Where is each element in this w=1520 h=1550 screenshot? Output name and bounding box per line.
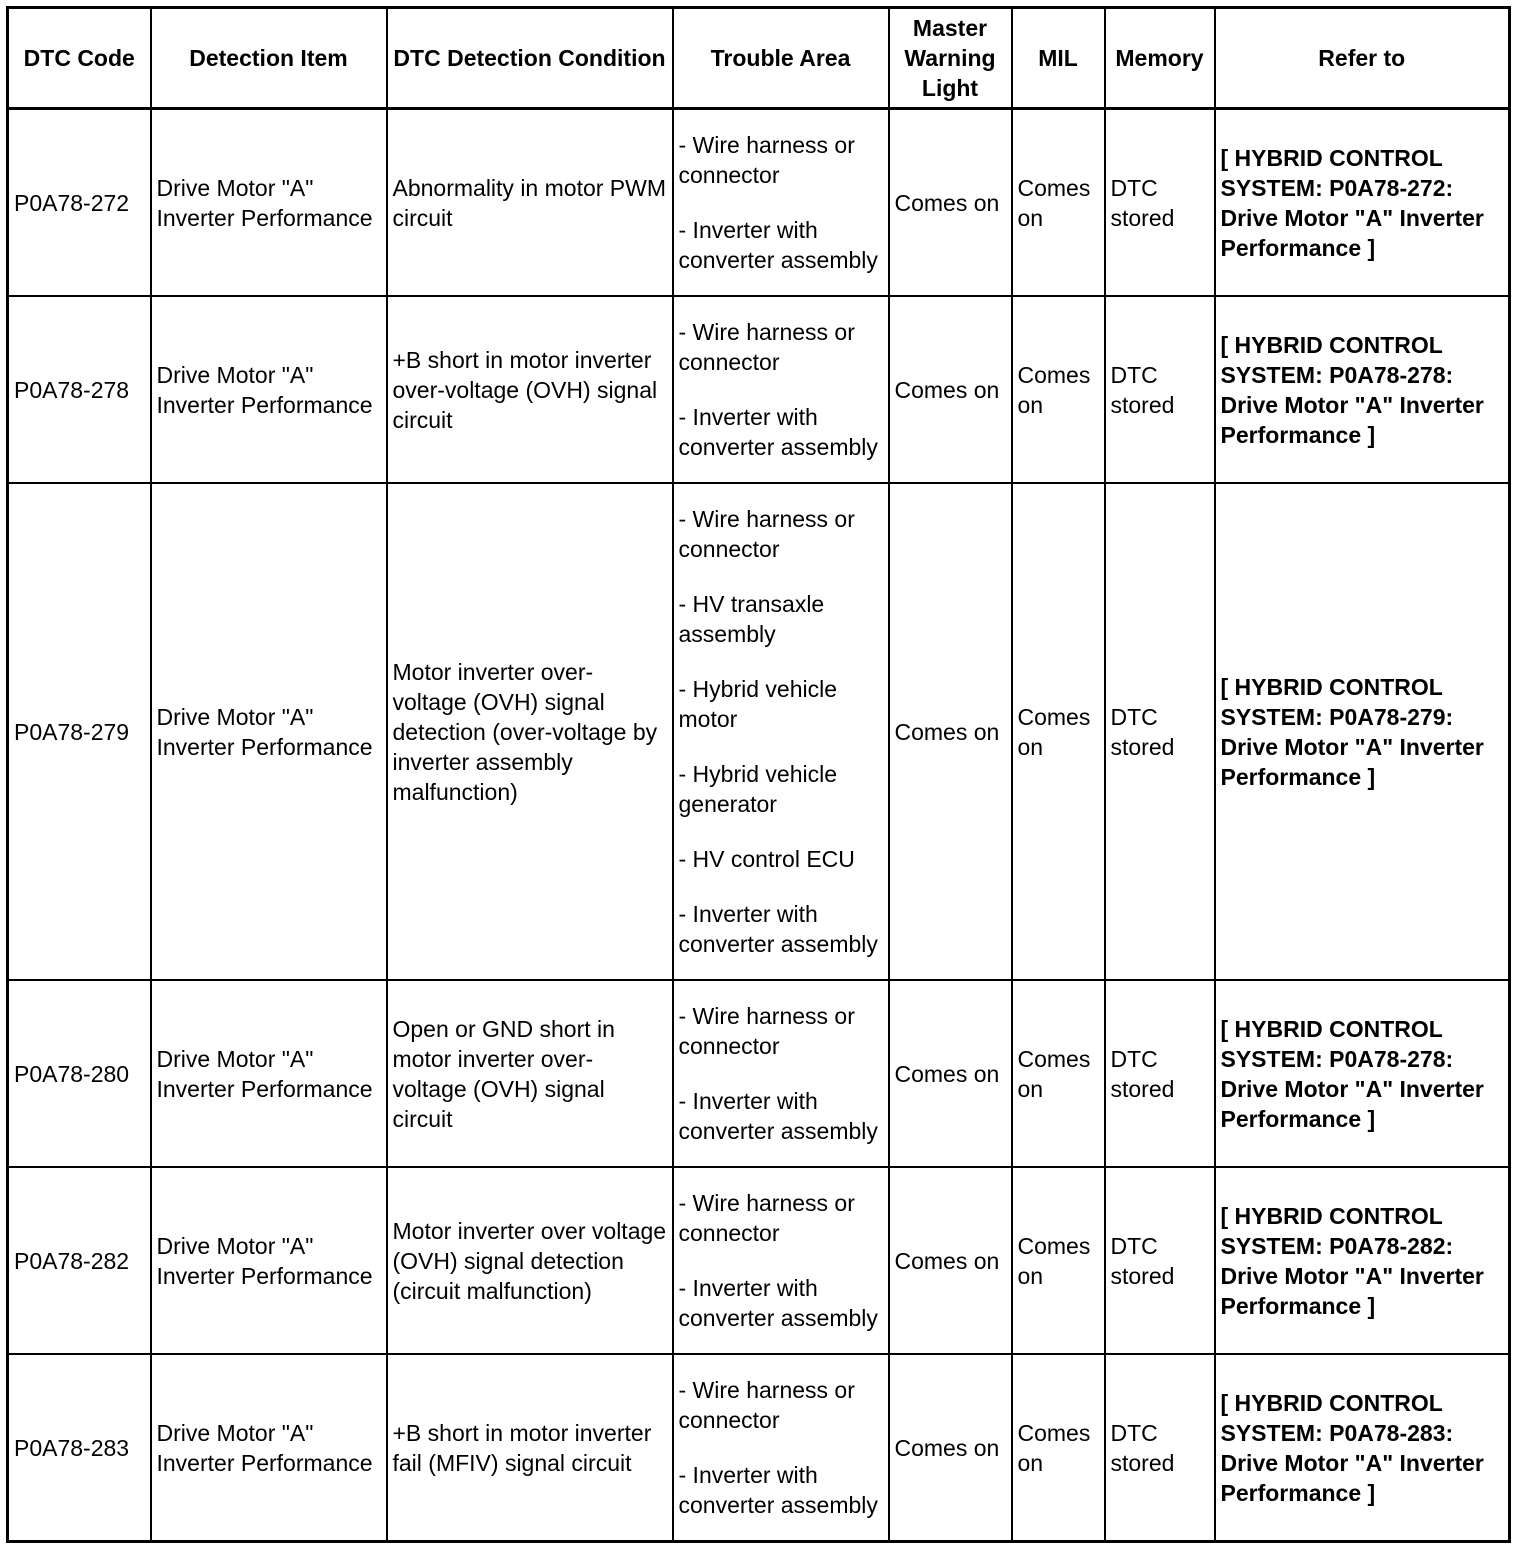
trouble-area-item: - Inverter with converter assembly: [678, 217, 878, 273]
trouble-area-item: - Hybrid vehicle motor: [678, 676, 837, 732]
dtc-code-cell: P0A78-278: [8, 296, 151, 483]
trouble-area-item: - Wire harness or connector: [678, 319, 855, 375]
trouble-area-item: - Inverter with converter assembly: [678, 1275, 878, 1331]
detection-condition-cell: +B short in motor inverter fail (MFIV) signal circuit: [387, 1354, 673, 1542]
refer-to-link: [ HYBRID CONTROL SYSTEM: P0A78-283: Drive Motor "A" Inverter Performance ]: [1215, 1354, 1510, 1542]
mil-cell: Comes on: [1012, 1167, 1105, 1354]
table-row: [8, 1354, 1510, 1542]
refer-to-link: [ HYBRID CONTROL SYSTEM: P0A78-272: Drive Motor "A" Inverter Performance ]: [1215, 109, 1510, 297]
detection-condition-cell: Open or GND short in motor inverter over-voltage (OVH) signal circuit: [387, 980, 673, 1167]
header-dtc-detection-condition: DTC Detection Condition: [387, 8, 673, 109]
detection-item-cell: Drive Motor "A" Inverter Performance: [151, 980, 387, 1167]
mil-cell: Comes on: [1012, 296, 1105, 483]
trouble-area-cell: [673, 1167, 889, 1354]
master-warning-light-cell: Comes on: [889, 1354, 1012, 1542]
detection-item-cell: Drive Motor "A" Inverter Performance: [151, 483, 387, 980]
table-row: [8, 1167, 1510, 1354]
master-warning-light-cell: Comes on: [889, 483, 1012, 980]
dtc-table: [6, 6, 1511, 1543]
mil-cell: Comes on: [1012, 1354, 1105, 1542]
trouble-area-item: - Inverter with converter assembly: [678, 1088, 878, 1144]
detection-item-cell: Drive Motor "A" Inverter Performance: [151, 1167, 387, 1354]
trouble-area-cell: [673, 483, 889, 980]
trouble-area-item: - Wire harness or connector: [678, 1003, 855, 1059]
header-refer-to: Refer to: [1215, 8, 1510, 109]
master-warning-light-cell: Comes on: [889, 109, 1012, 297]
detection-item-cell: Drive Motor "A" Inverter Performance: [151, 109, 387, 297]
dtc-code-cell: P0A78-279: [8, 483, 151, 980]
mil-cell: Comes on: [1012, 980, 1105, 1167]
master-warning-light-cell: Comes on: [889, 1167, 1012, 1354]
memory-cell: DTC stored: [1105, 483, 1215, 980]
dtc-code-cell: P0A78-272: [8, 109, 151, 297]
table-row: [8, 980, 1510, 1167]
detection-condition-cell: Motor inverter over voltage (OVH) signal detection (circuit malfunction): [387, 1167, 673, 1354]
header-mil: MIL: [1012, 8, 1105, 109]
detection-condition-cell: Motor inverter over-voltage (OVH) signal detection (over-voltage by inverter assembly malfunction): [387, 483, 673, 980]
trouble-area-item: - Inverter with converter assembly: [678, 404, 878, 460]
trouble-area-cell: [673, 1354, 889, 1542]
table-row: [8, 109, 1510, 297]
master-warning-light-cell: Comes on: [889, 980, 1012, 1167]
header-row: [8, 8, 1510, 109]
mil-cell: Comes on: [1012, 109, 1105, 297]
detection-item-cell: Drive Motor "A" Inverter Performance: [151, 1354, 387, 1542]
trouble-area-item: - Wire harness or connector: [678, 506, 855, 562]
detection-condition-cell: +B short in motor inverter over-voltage (OVH) signal circuit: [387, 296, 673, 483]
master-warning-light-cell: Comes on: [889, 296, 1012, 483]
trouble-area-item: - Hybrid vehicle generator: [678, 761, 837, 817]
trouble-area-item: - Inverter with converter assembly: [678, 1462, 878, 1518]
dtc-code-cell: P0A78-282: [8, 1167, 151, 1354]
memory-cell: DTC stored: [1105, 1167, 1215, 1354]
refer-to-link: [ HYBRID CONTROL SYSTEM: P0A78-282: Drive Motor "A" Inverter Performance ]: [1215, 1167, 1510, 1354]
memory-cell: DTC stored: [1105, 109, 1215, 297]
header-detection-item: Detection Item: [151, 8, 387, 109]
table-row: [8, 483, 1510, 980]
detection-item-cell: Drive Motor "A" Inverter Performance: [151, 296, 387, 483]
header-memory: Memory: [1105, 8, 1215, 109]
refer-to-link: [ HYBRID CONTROL SYSTEM: P0A78-278: Drive Motor "A" Inverter Performance ]: [1215, 296, 1510, 483]
memory-cell: DTC stored: [1105, 296, 1215, 483]
mil-cell: Comes on: [1012, 483, 1105, 980]
trouble-area-cell: [673, 980, 889, 1167]
header-dtc-code: DTC Code: [8, 8, 151, 109]
trouble-area-item: - HV control ECU: [678, 846, 855, 872]
table-row: [8, 296, 1510, 483]
trouble-area-item: - Wire harness or connector: [678, 1190, 855, 1246]
trouble-area-item: - Inverter with converter assembly: [678, 901, 878, 957]
refer-to-link: [ HYBRID CONTROL SYSTEM: P0A78-279: Drive Motor "A" Inverter Performance ]: [1215, 483, 1510, 980]
trouble-area-cell: [673, 109, 889, 297]
trouble-area-cell: [673, 296, 889, 483]
memory-cell: DTC stored: [1105, 1354, 1215, 1542]
memory-cell: DTC stored: [1105, 980, 1215, 1167]
trouble-area-item: - HV transaxle assembly: [678, 591, 825, 647]
header-trouble-area: Trouble Area: [673, 8, 889, 109]
trouble-area-item: - Wire harness or connector: [678, 1377, 855, 1433]
header-master-warning-light: Master Warning Light: [889, 8, 1012, 109]
dtc-code-cell: P0A78-283: [8, 1354, 151, 1542]
refer-to-link: [ HYBRID CONTROL SYSTEM: P0A78-278: Drive Motor "A" Inverter Performance ]: [1215, 980, 1510, 1167]
table-body: [8, 109, 1510, 1542]
dtc-code-cell: P0A78-280: [8, 980, 151, 1167]
detection-condition-cell: Abnormality in motor PWM circuit: [387, 109, 673, 297]
trouble-area-item: - Wire harness or connector: [678, 132, 855, 188]
